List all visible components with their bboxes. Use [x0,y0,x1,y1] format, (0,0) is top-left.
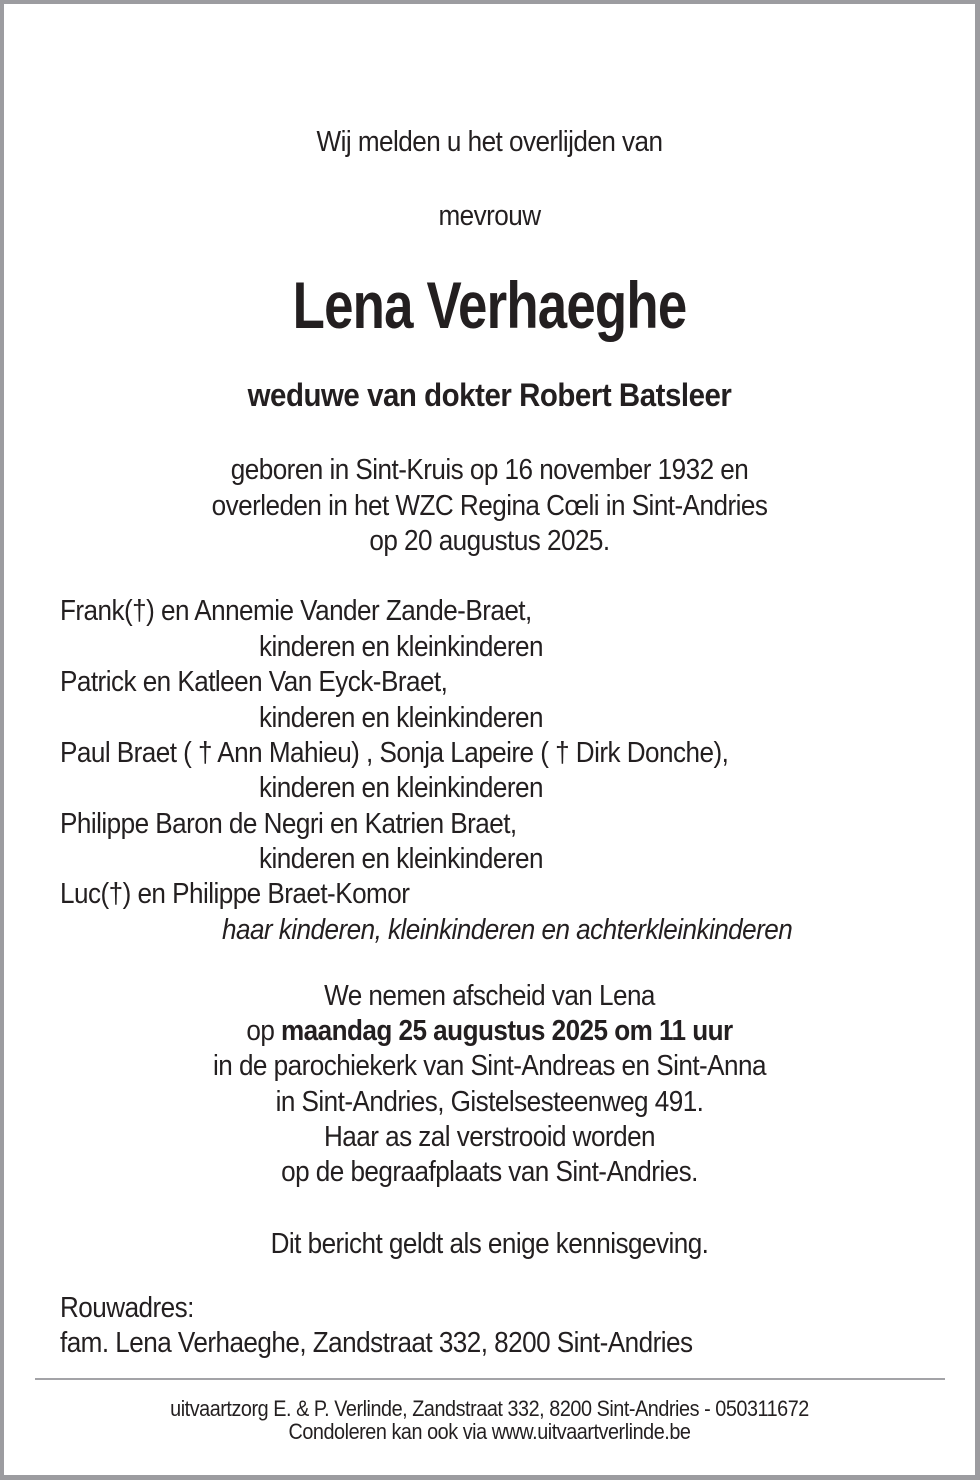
ceremony-date-line [53,1013,927,1049]
intro-text: Wij melden u het overlijden van [316,126,663,158]
condolences-info: Condoleren kan ook via www.uitvaartverlinde.be [288,1419,691,1444]
sole-notice-text: Dit bericht geldt als enige kennisgeving. [270,1228,709,1260]
family-entry-names: Luc(†) en Philippe Braet-Komor [60,878,410,910]
deceased-name: Lena Verhaeghe [292,268,687,342]
family-entry-children: kinderen en kleinkinderen [259,772,543,804]
ceremony-location-church: in de parochiekerk van Sint-Andreas en Sint-Anna [213,1050,766,1082]
ashes-line-2: op de begraafplaats van Sint-Andries. [281,1156,698,1188]
family-entry-names: Patrick en Katleen Van Eyck-Braet, [60,666,448,698]
mourning-address-label: Rouwadres: [60,1292,194,1324]
footer-divider [35,1378,945,1380]
mourning-address: fam. Lena Verhaeghe, Zandstraat 332, 8200 Sint-Andries [60,1327,693,1359]
family-summary: haar kinderen, kleinkinderen en achterkleinkinderen [222,914,793,946]
family-entry-children: kinderen en kleinkinderen [259,631,543,663]
family-entry-children: kinderen en kleinkinderen [259,843,543,875]
obituary-notice [4,4,975,1475]
death-line: overleden in het WZC Regina Cœli in Sint-Andries [211,490,768,522]
ceremony-date: maandag 25 augustus 2025 om 11 uur [281,1015,733,1047]
farewell-intro: We nemen afscheid van Lena [324,980,655,1012]
birth-line: geboren in Sint-Kruis op 16 november 1932 en [230,454,749,486]
family-entry-names: Philippe Baron de Negri en Katrien Braet, [60,808,517,840]
family-entry-names: Paul Braet ( † Ann Mahieu) , Sonja Lapeire ( † Dirk Donche), [60,737,729,769]
death-date-line: op 20 augustus 2025. [369,525,610,557]
spouse-line: weduwe van dokter Robert Batsleer [247,377,732,413]
date-prefix: op [246,1015,282,1047]
family-entry-names: Frank(†) en Annemie Vander Zande-Braet, [60,595,532,627]
honorific: mevrouw [438,200,541,232]
ceremony-location-address: in Sint-Andries, Gistelsesteenweg 491. [275,1086,704,1118]
family-entry-children: kinderen en kleinkinderen [259,702,543,734]
undertaker-info: uitvaartzorg E. & P. Verlinde, Zandstraat 332, 8200 Sint-Andries - 050311672 [170,1396,809,1421]
ashes-line-1: Haar as zal verstrooid worden [323,1121,656,1153]
